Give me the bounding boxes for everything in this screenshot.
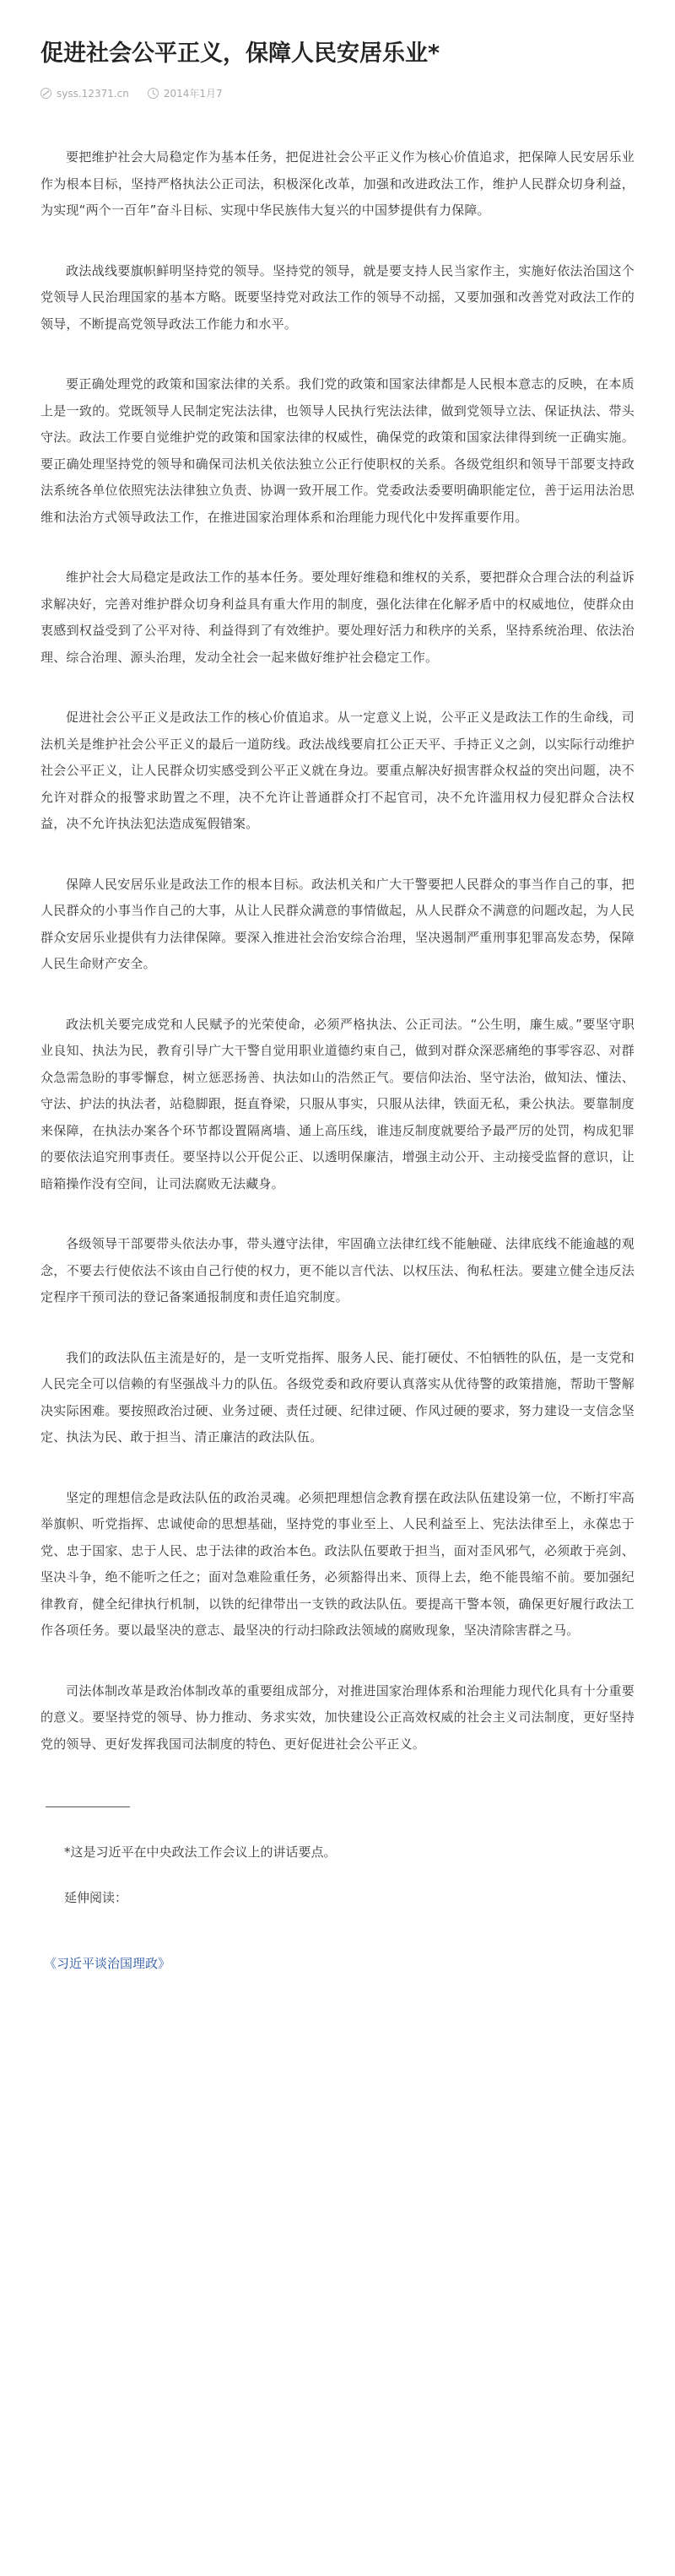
paragraph-1: 要把维护社会大局稳定作为基本任务，把促进社会公平正义作为核心价值追求，把保障人民安居乐业作为根本目标，坚持严格执法公正司法，积极深化改革，加强和改进政法工作，维护人民群众切身利益，为实现“两个一百年”奋斗目标、实现中华民族伟大复兴的中国梦提供有力保障。 [40,149,634,218]
paragraph-11: 司法体制改革是政治体制改革的重要组成部分，对推进国家治理体系和治理能力现代化具有十分重要的意义。要坚持党的领导、协力推动、务求实效，加快建设公正高效权威的社会主义司法制度，更好坚持党的领导、更好发挥我国司法制度的特色、更好促进社会公平正义。 [40,1682,634,1752]
article-date: 2014年1月7 [163,88,223,100]
paragraph-3: 要正确处理党的政策和国家法律的关系。我们党的政策和国家法律都是人民根本意志的反映，在本质上是一致的。党既领导人民制定宪法法律，也领导人民执行宪法法律，做到党领导立法、保证执法、带头守法。政法工作要自觉维护党的政策和国家法律的权威性，确保党的政策和国家法律得到统一正确实施。要正确处理坚持党的领导和确保司法机关依法独立公正行使职权的关系。各级党组织和领导干部要支持政法系统各单位依照宪法法律独立负责、协调一致开展工作。党委政法委要明确职能定位，善于运用法治思维和法治方式领导政法工作，在推进国家治理体系和治理能力现代化中发挥重要作用。 [40,376,634,525]
article-source: syss.12371.cn [57,87,129,100]
extend-reading-label: 延伸阅读： [64,1890,128,1905]
article-meta [34,86,641,100]
article-title: 促进社会公平正义，保障人民安居乐业* [40,41,440,67]
clock-icon [148,88,159,99]
related-book-link[interactable]: 《习近平谈治国理政》 [44,1956,171,1971]
paragraph-2: 政法战线要旗帜鲜明坚持党的领导。坚持党的领导，就是要支持人民当家作主，实施好依法治国这个党领导人民治理国家的基本方略。既要坚持党对政法工作的领导不动摇，又要加强和改善党对政法工作的领导，不断提高党领导政法工作能力和水平。 [40,262,634,332]
paragraph-7: 政法机关要完成党和人民赋予的光荣使命，必须严格执法、公正司法。“公生明，廉生威。”要坚守职业良知、执法为民，教育引导广大干警自觉用职业道德约束自己，做到对群众深恶痛绝的事零容忍、对群众急需急盼的事零懈怠，树立惩恶扬善、执法如山的浩然正气。要信仰法治、坚守法治，做知法、懂法、守法、护法的执法者，站稳脚跟，挺直脊梁，只服从事实，只服从法律，铁面无私，秉公执法。要靠制度来保障，在执法办案各个环节都设置隔离墙、通上高压线，谁违反制度就要给予最严厉的处罚，构成犯罪的要依法追究刑事责任。要坚持以公开促公正、以透明保廉洁，增强主动公开、主动接受监督的意识，让暗箱操作没有空间，让司法腐败无法藏身。 [40,1016,634,1191]
source-meta [40,88,129,100]
article-page [34,0,641,1974]
link-icon [40,88,51,99]
article-body [34,144,641,1974]
paragraph-5: 促进社会公平正义是政法工作的核心价值追求。从一定意义上说，公平正义是政法工作的生命线，司法机关是维护社会公平正义的最后一道防线。政法战线要肩扛公正天平、手持正义之剑，以实际行动维护社会公平正义，让人民群众切实感受到公平正义就在身边。要重点解决好损害群众权益的突出问题，决不允许对群众的报警求助置之不理，决不允许让普通群众打不起官司，决不允许滥用权力侵犯群众合法权益，决不允许执法犯法造成冤假错案。 [40,710,634,831]
paragraph-4: 维护社会大局稳定是政法工作的基本任务。要处理好维稳和维权的关系，要把群众合理合法的利益诉求解决好，完善对维护群众切身利益具有重大作用的制度，强化法律在化解矛盾中的权威地位，使群众由衷感到权益受到了公平对待、利益得到了有效维护。要处理好活力和秩序的关系，坚持系统治理、依法治理、综合治理、源头治理，发动全社会一起来做好维护社会稳定工作。 [40,570,634,665]
paragraph-8: 各级领导干部要带头依法办事，带头遵守法律，牢固确立法律红线不能触碰、法律底线不能逾越的观念，不要去行使依法不该由自己行使的权力，更不能以言代法、以权压法、徇私枉法。要建立健全违反法定程序干预司法的登记备案通报制度和责任追究制度。 [40,1236,634,1304]
date-meta [148,86,223,100]
footnote: *这是习近平在中央政法工作会议上的讲话要点。 [64,1844,337,1860]
paragraph-10: 坚定的理想信念是政法队伍的政治灵魂。必须把理想信念教育摆在政法队伍建设第一位，不断打牢高举旗帜、听党指挥、忠诚使命的思想基础，坚持党的事业至上、人民利益至上、宪法法律至上，永葆忠于党、忠于国家、忠于人民、忠于法律的政治本色。政法队伍要敢于担当，面对歪风邪气，必须敢于亮剑、坚决斗争，绝不能听之任之；面对急难险重任务，必须豁得出来、顶得上去，绝不能畏缩不前。要加强纪律教育，健全纪律执行机制，以铁的纪律带出一支铁的政法队伍。要提高干警本领，确保更好履行政法工作各项任务。要以最坚决的意志、最坚决的行动扫除政法领域的腐败现象，坚决清除害群之马。 [40,1489,634,1638]
divider [46,1806,130,1807]
paragraph-6: 保障人民安居乐业是政法工作的根本目标。政法机关和广大干警要把人民群众的事当作自己的事，把人民群众的小事当作自己的大事，从让人民群众满意的事情做起，从人民群众不满意的问题改起，为人民群众安居乐业提供有力法律保障。要深入推进社会治安综合治理，坚决遏制严重刑事犯罪高发态势，保障人民生命财产安全。 [40,876,634,971]
paragraph-9: 我们的政法队伍主流是好的，是一支听党指挥、服务人民、能打硬仗、不怕牺牲的队伍，是一支党和人民完全可以信赖的有坚强战斗力的队伍。各级党委和政府要认真落实从优待警的政策措施，帮助干警解决实际困难。要按照政治过硬、业务过硬、责任过硬、纪律过硬、作风过硬的要求，努力建设一支信念坚定、执法为民、敢于担当、清正廉洁的政法队伍。 [40,1349,634,1445]
